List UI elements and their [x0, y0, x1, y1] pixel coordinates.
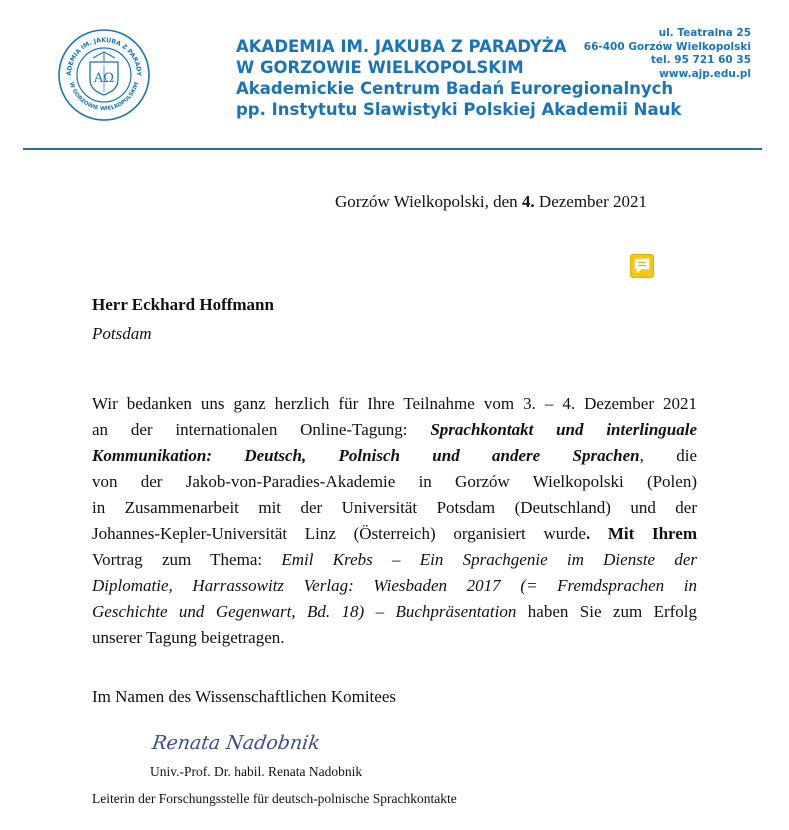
body-text-segment: , die: [639, 446, 697, 465]
body-line: [92, 547, 697, 573]
body-line: [92, 443, 697, 469]
conference-title: Sprachkontakt und interlinguale: [430, 420, 697, 439]
talk-title: Emil Krebs – Ein Sprachgenie im Dienste der: [281, 550, 698, 569]
svg-text:W GORZOWIE WIELKOPOLSKIM: W GORZOWIE WIELKOPOLSKIM: [67, 81, 141, 113]
comment-icon[interactable]: [630, 254, 654, 278]
header-divider: [23, 148, 762, 150]
contact-phone: tel. 95 721 60 35: [650, 54, 751, 66]
body-line: [92, 391, 697, 417]
institution-line-4: pp. Instytutu Slawistyki Polskiej Akademii Nauk: [236, 100, 682, 119]
conference-title: Kommunikation: Deutsch, Polnisch und andere Sprachen: [92, 446, 640, 465]
body-text-segment: Vortrag zum Thema:: [92, 550, 282, 569]
institution-line-2: W GORZOWIE WIELKOPOLSKIM: [236, 58, 524, 77]
closing-committee: Im Namen des Wissenschaftlichen Komitees: [92, 687, 396, 706]
date-rest: Dezember 2021: [534, 192, 648, 211]
date-day: 4.: [521, 192, 535, 211]
signer-name: Univ.-Prof. Dr. habil. Renata Nadobnik: [150, 764, 363, 779]
talk-title: Diplomatie, Harrassowitz Verlag: Wiesbaden 2017 (= Fremdsprachen in: [92, 576, 697, 595]
body-text-segment: . Mit Ihrem: [585, 524, 697, 543]
body-line: [92, 625, 697, 651]
institution-line-1: AKADEMIA IM. JAKUBA Z PARADYŻA: [236, 37, 567, 56]
svg-text:Renata Nadobnik: Renata Nadobnik: [150, 731, 322, 754]
body-text-segment: von der Jakob-von-Paradies-Akademie in Gorzów Wielkopolski (Polen): [92, 472, 697, 491]
letter-date: [335, 192, 647, 212]
contact-info: [584, 27, 751, 81]
body-text-segment: an der internationalen Online-Tagung:: [92, 420, 431, 439]
body-text-segment: Wir bedanken uns ganz herzlich für Ihre Teilnahme vom 3. – 4. Dezember 2021: [92, 394, 697, 413]
body-text-segment: unserer Tagung beigetragen.: [92, 628, 285, 647]
body-line: [92, 495, 697, 521]
body-line: [92, 469, 697, 495]
recipient-name: Herr Eckhard Hoffmann: [92, 295, 274, 314]
contact-website-link[interactable]: www.ajp.edu.pl: [659, 67, 751, 80]
contact-city: 66-400 Gorzów Wielkopolski: [583, 40, 751, 53]
signer-role: Leiterin der Forschungsstelle für deutsch-polnische Sprachkontakte: [92, 791, 457, 806]
institution-line-3: Akademickie Centrum Badań Euroregionalnych: [236, 79, 674, 98]
body-line: [92, 599, 697, 625]
svg-text:AKADEMIA IM. JAKUBA Z PARADYŻA: ADEMIA IM. JAKUBA Z PARADY: [65, 36, 143, 77]
body-text-segment: haben Sie zum Erfolg: [516, 602, 697, 621]
contact-street: ul. Teatralna 25: [658, 27, 751, 39]
handwritten-signature: [150, 724, 322, 762]
talk-title: Geschichte und Gegenwart, Bd. 18) – Buchpräsentation: [92, 602, 517, 621]
letter-body: [92, 391, 697, 651]
date-prefix: Gorzów Wielkopolski, den: [335, 192, 522, 211]
recipient-city: Potsdam: [92, 324, 152, 343]
body-line: [92, 573, 697, 599]
academy-seal-logo: [57, 28, 151, 122]
body-line: [92, 417, 697, 443]
body-text-segment: Johannes-Kepler-Universität Linz (Österreich) organisiert wurde: [92, 524, 586, 543]
body-text-segment: in Zusammenarbeit mit der Universität Potsdam (Deutschland) und der: [92, 498, 697, 517]
body-line: [92, 521, 697, 547]
svg-text:AΩ: AΩ: [93, 71, 115, 86]
